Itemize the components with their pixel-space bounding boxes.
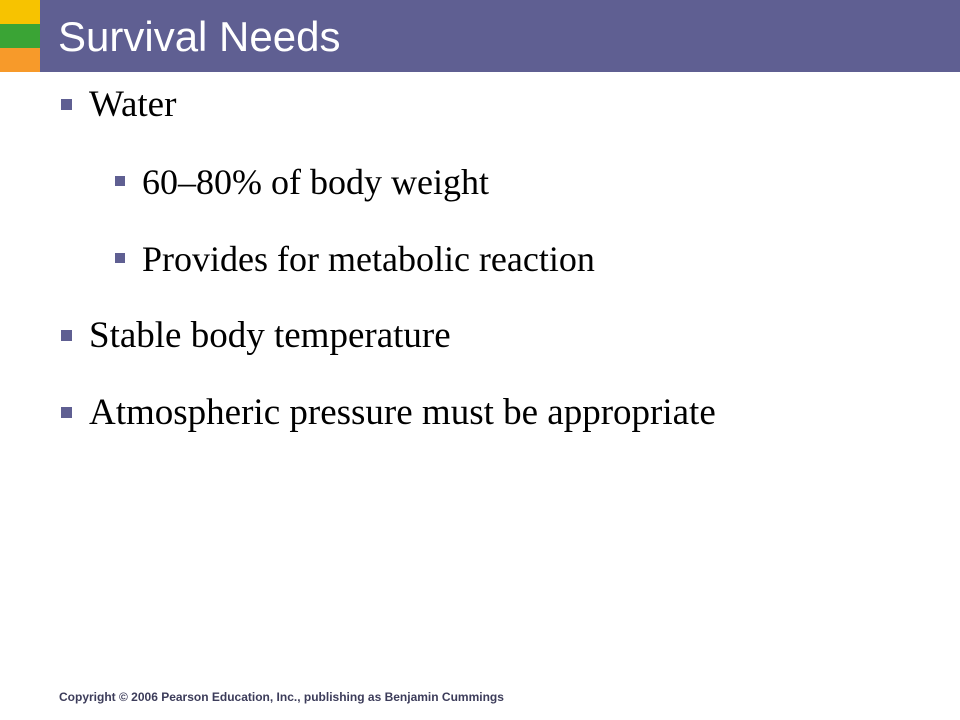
copyright-footer: Copyright © 2006 Pearson Education, Inc., publishing as Benjamin Cummings	[59, 690, 504, 704]
sub-bullet-text: 60–80% of body weight	[142, 162, 489, 202]
sub-bullet-item	[142, 239, 595, 279]
bullet-text: Stable body temperature	[89, 315, 451, 356]
accent-yellow-block	[0, 0, 40, 24]
bullet-item	[89, 85, 176, 125]
square-bullet-icon	[61, 99, 72, 110]
square-bullet-icon	[61, 330, 72, 341]
accent-orange-block	[0, 48, 40, 72]
square-bullet-icon	[61, 407, 72, 418]
sub-bullet-item	[142, 162, 489, 202]
square-bullet-icon	[115, 176, 125, 186]
square-bullet-icon	[115, 253, 125, 263]
bullet-item	[89, 316, 451, 356]
accent-green-block	[0, 24, 40, 48]
bullet-text: Water	[89, 84, 177, 125]
bullet-text: Atmospheric pressure must be appropriate	[89, 392, 716, 433]
slide-title: Survival Needs	[58, 13, 341, 60]
sub-bullet-text: Provides for metabolic reaction	[142, 239, 595, 279]
bullet-item	[89, 393, 716, 433]
